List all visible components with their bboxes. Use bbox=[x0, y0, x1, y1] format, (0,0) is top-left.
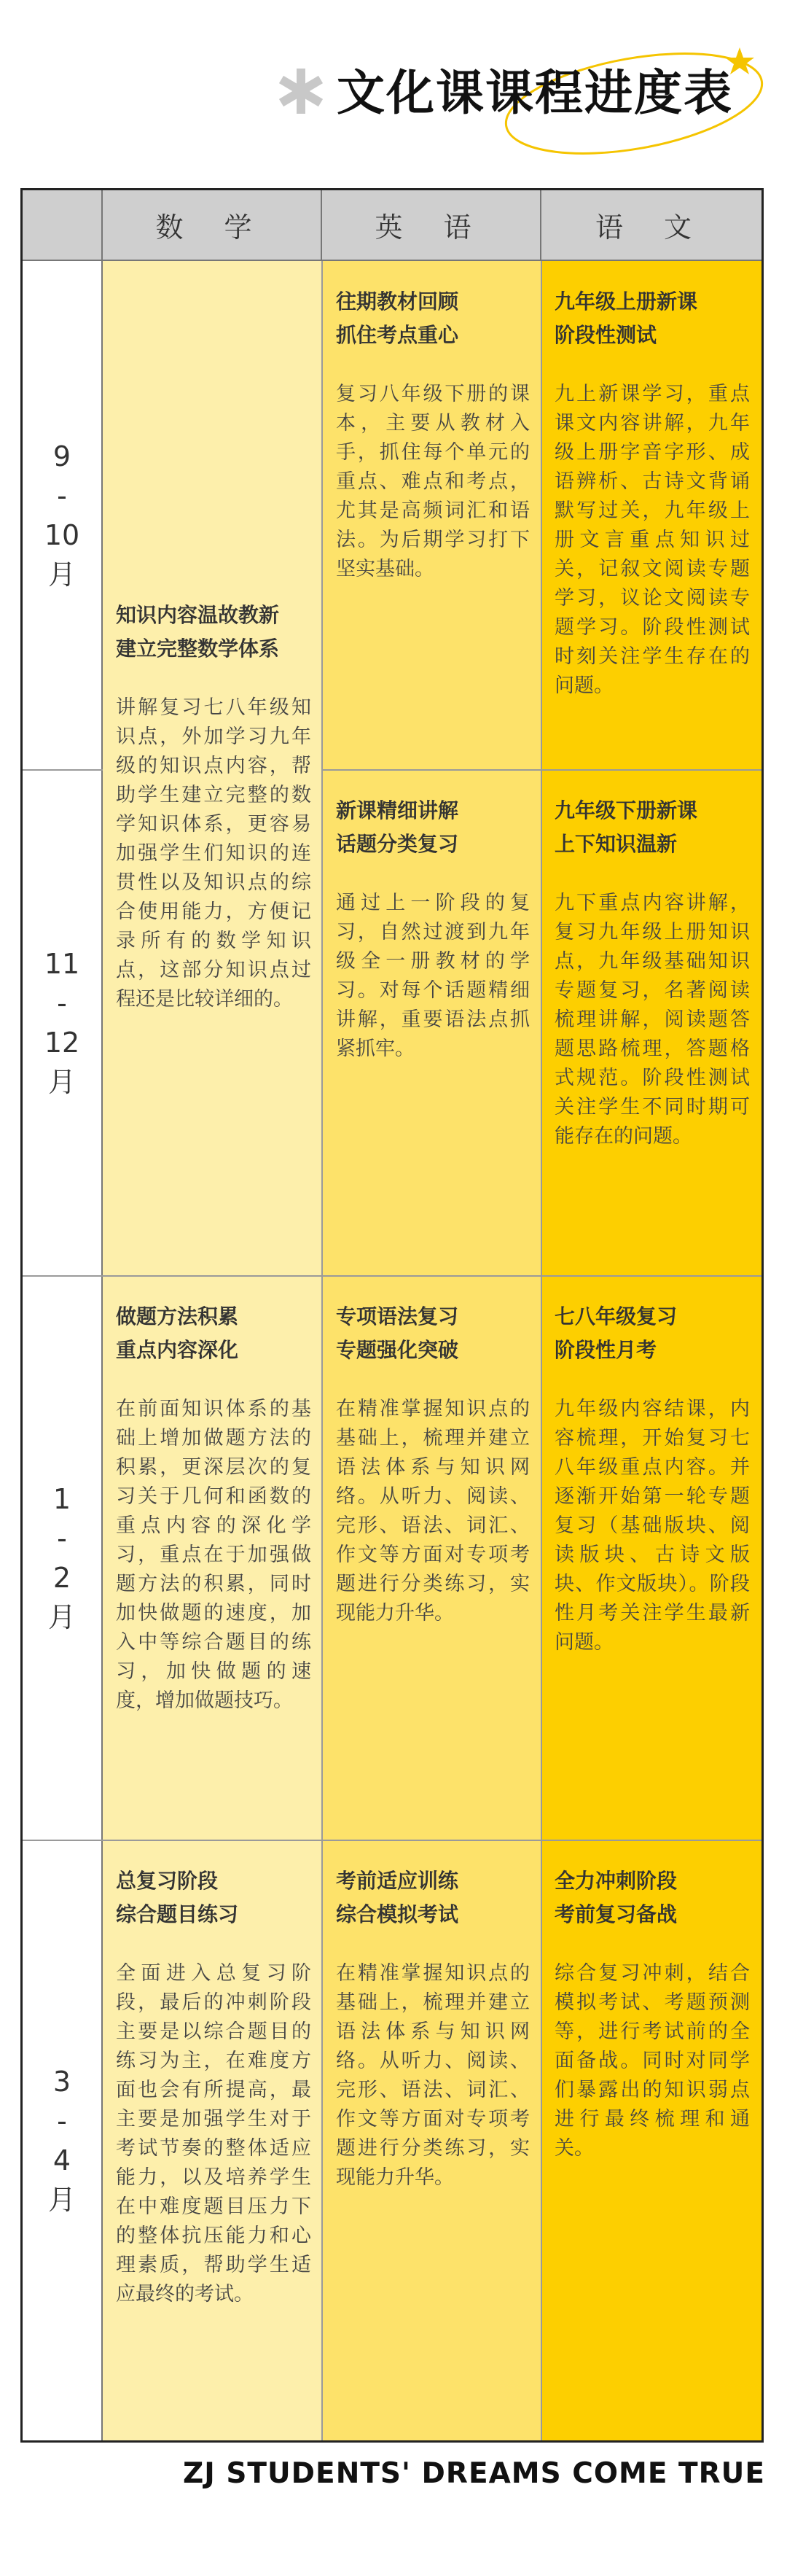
month-label-jan-feb: 1 - 2 月 bbox=[23, 1277, 103, 1840]
block-body: 九年级内容结课，内容梳理，开始复习七八年级重点内容。并逐渐开始第一轮专题复习（基础版块、阅读版块、古诗文版块、作文版块）。阶段性月考关注学生最新问题。 bbox=[555, 1398, 750, 1654]
asterisk-icon bbox=[275, 66, 326, 117]
block-body: 在精准掌握知识点的基础上，梳理并建立语法体系与知识网络。从听力、阅读、完形、语法、词汇、作文等方面对专项考题进行分类练习，实现能力升华。 bbox=[336, 1962, 530, 2189]
block-body: 复习八年级下册的课本，主要从教材入手，抓住每个单元的重点、难点和考点，尤其是高频词汇和语法。为后期学习打下坚实基础。 bbox=[336, 383, 530, 580]
block-title: 九年级上册新课 阶段性测试 bbox=[555, 289, 698, 347]
block-title: 总复习阶段 综合题目练习 bbox=[116, 1869, 239, 1926]
block-body: 九下重点内容讲解，复习九年级上册知识点，九年级基础知识专题复习，名著阅读梳理讲解，阅读题答题思路梳理，答题格式规范。阶段性测试关注学生不同时期可能存在的问题。 bbox=[555, 892, 750, 1148]
month-label-sep-oct: 9 - 10 月 bbox=[23, 261, 103, 769]
column-divider bbox=[541, 261, 542, 2440]
page-title: 文化课课程进度表 bbox=[337, 65, 733, 121]
month-label-nov-dec: 11 - 12 月 bbox=[23, 771, 103, 1275]
column-header-english: 英 语 bbox=[322, 190, 541, 261]
header-corner-cell bbox=[23, 190, 103, 261]
block-title: 新课精细讲解 话题分类复习 bbox=[336, 798, 459, 856]
block-body: 在精准掌握知识点的基础上，梳理并建立语法体系与知识网络。从听力、阅读、完形、语法、词汇、作文等方面对专项考题进行分类练习，实现能力升华。 bbox=[336, 1398, 530, 1624]
english-block-2 bbox=[336, 794, 530, 1064]
english-block-4 bbox=[336, 1864, 530, 2192]
block-body: 综合复习冲刺，结合模拟考试、考题预测等，进行考试前的全面备战。同时对同学们暴露出的知识弱点进行最终梳理和通关。 bbox=[555, 1962, 750, 2160]
row-divider bbox=[23, 1275, 761, 1277]
month-label-mar-apr: 3 - 4 月 bbox=[23, 1841, 103, 2440]
block-title: 往期教材回顾 抓住考点重心 bbox=[336, 289, 459, 347]
block-title: 全力冲刺阶段 考前复习备战 bbox=[555, 1869, 678, 1926]
block-title: 考前适应训练 综合模拟考试 bbox=[336, 1869, 459, 1926]
schedule-table bbox=[20, 188, 764, 2443]
block-title: 专项语法复习 专题强化突破 bbox=[336, 1304, 459, 1362]
block-body: 通过上一阶段的复习，自然过渡到九年级全一册教材的学习。对每个话题精细讲解，重要语法点抓紧抓牢。 bbox=[336, 892, 530, 1060]
row-divider bbox=[322, 769, 761, 771]
english-block-1 bbox=[336, 285, 530, 584]
row-divider bbox=[23, 769, 103, 771]
block-body: 九上新课学习，重点课文内容讲解，九年级上册字音字形、成语辨析、古诗文背诵默写过关，九年级上册文言重点知识过关，记叙文阅读专题学习，议论文阅读专题学习。阶段性测试时刻关注学生存在的问题。 bbox=[555, 383, 750, 697]
block-title: 七八年级复习 阶段性月考 bbox=[555, 1304, 678, 1362]
block-body: 讲解复习七八年级知识点，外加学习九年级的知识点内容，帮助学生建立完整的数学知识体系，更容易加强学生们知识的连贯性以及知识点的综合使用能力，方便记录所有的数学知识点，这部分知识点过程还是比较详细的。 bbox=[116, 696, 311, 1011]
chinese-block-2 bbox=[555, 794, 750, 1151]
column-header-chinese: 语 文 bbox=[541, 190, 761, 261]
chinese-block-1 bbox=[555, 285, 750, 701]
math-block-3 bbox=[116, 1864, 311, 2309]
math-block-2 bbox=[116, 1300, 311, 1716]
block-title: 知识内容温故教新 建立完整数学体系 bbox=[116, 603, 280, 661]
english-block-3 bbox=[336, 1300, 530, 1628]
header bbox=[0, 0, 787, 190]
block-title: 做题方法积累 重点内容深化 bbox=[116, 1304, 239, 1362]
chinese-block-4 bbox=[555, 1864, 750, 2163]
block-body: 在前面知识体系的基础上增加做题方法的积累，更深层次的复习关于几何和函数的重点内容的深化学习，重点在于加强做题方法的积累，同时加快做题的速度，加入中等综合题目的练习，加快做题的速度，增加做题技巧。 bbox=[116, 1398, 311, 1712]
chinese-block-3 bbox=[555, 1300, 750, 1657]
row-divider bbox=[23, 1840, 761, 1841]
block-body: 全面进入总复习阶段，最后的冲刺阶段主要是以综合题目的练习为主，在难度方面也会有所提高，最主要是加强学生对于考试节奏的整体适应能力，以及培养学生在中难度题目压力下的整体抗压能力和心理素质，帮助学生适应最终的考试。 bbox=[116, 1962, 311, 2305]
footer-slogan: ZJ STUDENTS' DREAMS COME TRUE bbox=[182, 2457, 765, 2490]
block-title: 九年级下册新课 上下知识温新 bbox=[555, 798, 698, 856]
math-block-1 bbox=[116, 599, 311, 1014]
column-divider bbox=[321, 261, 323, 2440]
column-header-math: 数 学 bbox=[103, 190, 322, 261]
